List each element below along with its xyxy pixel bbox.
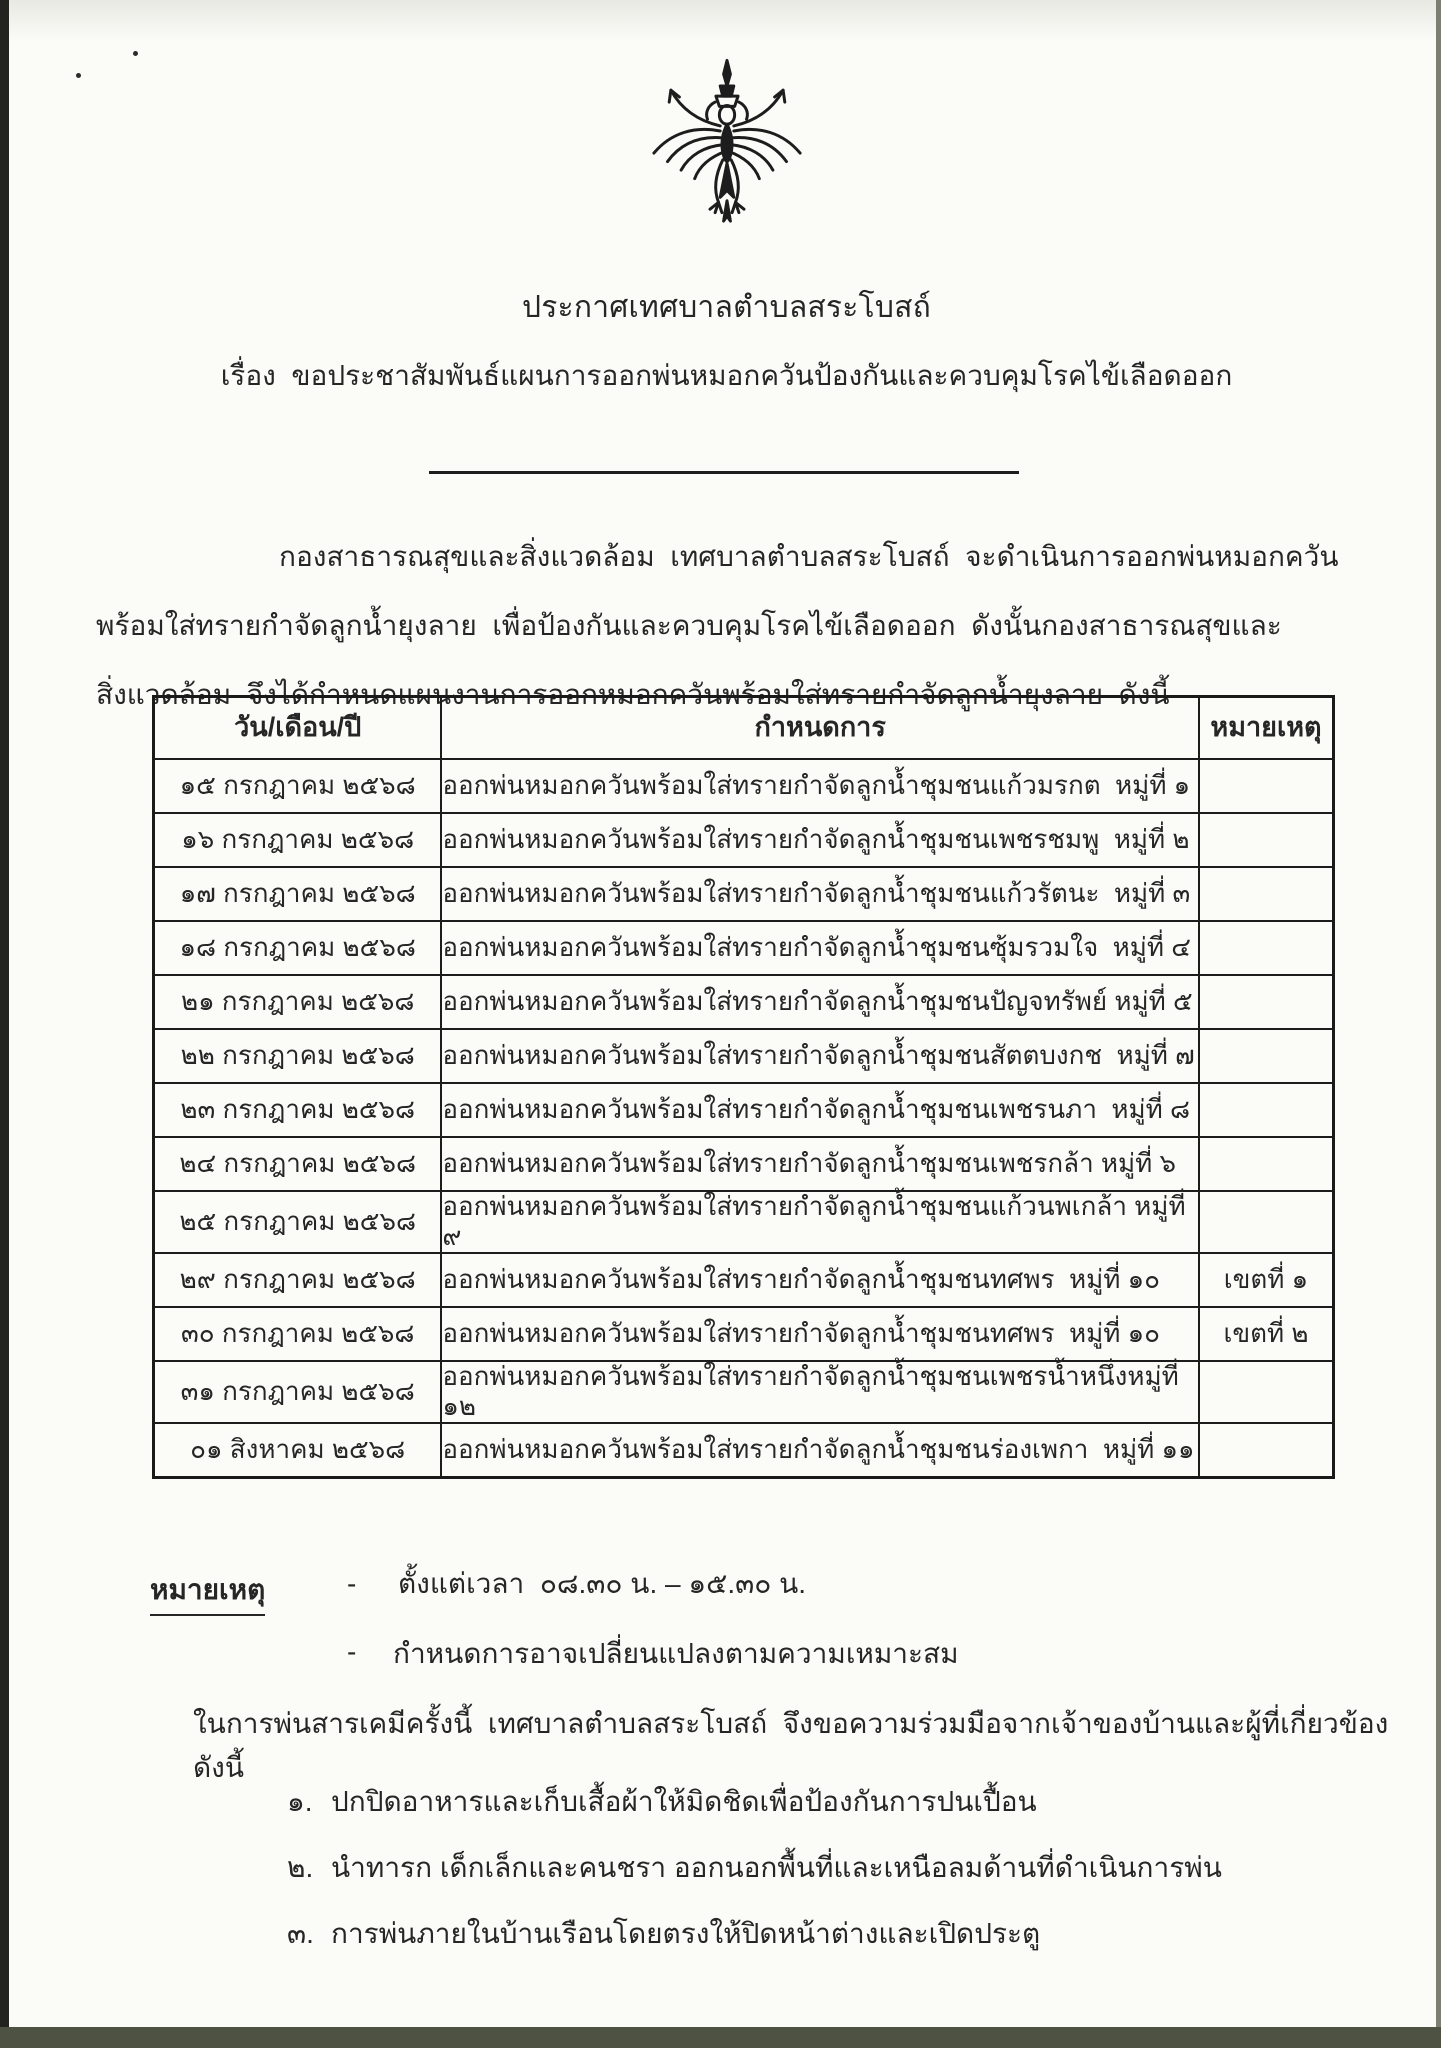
table-row (154, 759, 1334, 813)
column-header-remark: หมายเหตุ (1199, 697, 1334, 760)
cell-date: ๐๑ สิงหาคม ๒๕๖๘ (154, 1423, 442, 1478)
table-row (154, 1029, 1334, 1083)
table-row (154, 1423, 1334, 1478)
cooperation-item (287, 1846, 1222, 1890)
note-item: กำหนดการอาจเปลี่ยนแปลงตามความเหมาะสม (393, 1638, 959, 1669)
table-row (154, 1137, 1334, 1191)
cell-remark (1199, 921, 1334, 975)
cell-schedule: ออกพ่นหมอกควันพร้อมใส่ทรายกำจัดลูกน้ำชุมชนแก้วมรกต หมู่ที่ ๑ (441, 759, 1199, 813)
cell-remark (1199, 1361, 1334, 1423)
cell-remark: เขตที่ ๒ (1199, 1307, 1334, 1361)
cell-date: ๑๘ กรกฎาคม ๒๕๖๘ (154, 921, 442, 975)
table-row (154, 975, 1334, 1029)
scan-speck (133, 51, 138, 56)
cell-schedule: ออกพ่นหมอกควันพร้อมใส่ทรายกำจัดลูกน้ำชุมชนเพชรชมพู หมู่ที่ ๒ (441, 813, 1199, 867)
item-text: การพ่นภายในบ้านเรือนโดยตรงให้ปิดหน้าต่างและเปิดประตู (331, 1918, 1041, 1949)
cell-schedule: ออกพ่นหมอกควันพร้อมใส่ทรายกำจัดลูกน้ำชุมชนทศพร หมู่ที่ ๑๐ (441, 1307, 1199, 1361)
cell-schedule: ออกพ่นหมอกควันพร้อมใส่ทรายกำจัดลูกน้ำชุมชนสัตตบงกช หมู่ที่ ๗ (441, 1029, 1199, 1083)
column-header-date: วัน/เดือน/ปี (154, 697, 442, 760)
intro-line: สิ่งแวดล้อม จึงได้กำหนดแผนงานการออกหมอกควันพร้อมใส่ทรายกำจัดลูกน้ำยุงลาย ดังนี้ (96, 679, 1170, 710)
table-row (154, 867, 1334, 921)
column-header-schedule: กำหนดการ (441, 697, 1199, 760)
item-text: ปกปิดอาหารและเก็บเสื้อผ้าให้มิดชิดเพื่อป้องกันการปนเปื้อน (331, 1786, 1037, 1817)
table-header-row (154, 697, 1334, 760)
cell-schedule: ออกพ่นหมอกควันพร้อมใส่ทรายกำจัดลูกน้ำชุมชนร่องเพกา หมู่ที่ ๑๑ (441, 1423, 1199, 1478)
table-row (154, 1307, 1334, 1361)
cell-remark (1199, 1423, 1334, 1478)
cell-date: ๓๐ กรกฎาคม ๒๕๖๘ (154, 1307, 442, 1361)
page-title: ประกาศเทศบาลตำบลสระโบสถ์ (522, 291, 931, 324)
cell-schedule: ออกพ่นหมอกควันพร้อมใส่ทรายกำจัดลูกน้ำชุมชนเพชรกล้า หมู่ที่ ๖ (441, 1137, 1199, 1191)
cell-remark (1199, 759, 1334, 813)
scan-edge-left (0, 0, 9, 2048)
cell-date: ๒๒ กรกฎาคม ๒๕๖๘ (154, 1029, 442, 1083)
cell-date: ๒๙ กรกฎาคม ๒๕๖๘ (154, 1253, 442, 1307)
cell-remark (1199, 813, 1334, 867)
cell-remark (1199, 1137, 1334, 1191)
title-divider-rule (429, 471, 1019, 474)
cell-remark (1199, 1083, 1334, 1137)
cell-date: ๓๑ กรกฎาคม ๒๕๖๘ (154, 1361, 442, 1423)
table-row (154, 1361, 1334, 1423)
note-dash: - (347, 1636, 357, 1667)
item-text: นำทารก เด็กเล็กและคนชรา ออกนอกพื้นที่และเหนือลมด้านที่ดำเนินการพ่น (331, 1852, 1222, 1883)
cell-date: ๑๗ กรกฎาคม ๒๕๖๘ (154, 867, 442, 921)
cell-remark (1199, 1029, 1334, 1083)
note-dash: - (347, 1568, 357, 1599)
cell-date: ๒๓ กรกฎาคม ๒๕๖๘ (154, 1083, 442, 1137)
table-row (154, 1253, 1334, 1307)
cooperation-item (287, 1780, 1037, 1824)
subject-line: เรื่อง ขอประชาสัมพันธ์แผนการออกพ่นหมอกควันป้องกันและควบคุมโรคไข้เลือดออก (220, 360, 1233, 391)
cell-schedule: ออกพ่นหมอกควันพร้อมใส่ทรายกำจัดลูกน้ำชุมชนปัญจทรัพย์ หมู่ที่ ๕ (441, 975, 1199, 1029)
cell-schedule: ออกพ่นหมอกควันพร้อมใส่ทรายกำจัดลูกน้ำชุมชนแก้วนพเกล้า หมู่ที่ ๙ (441, 1191, 1199, 1253)
item-number: ๑. (287, 1786, 313, 1817)
notes-label: หมายเหตุ (150, 1568, 265, 1616)
cell-date: ๑๖ กรกฎาคม ๒๕๖๘ (154, 813, 442, 867)
cell-schedule: ออกพ่นหมอกควันพร้อมใส่ทรายกำจัดลูกน้ำชุมชนเพชรนภา หมู่ที่ ๘ (441, 1083, 1199, 1137)
cell-remark: เขตที่ ๑ (1199, 1253, 1334, 1307)
table-row (154, 813, 1334, 867)
cell-schedule: ออกพ่นหมอกควันพร้อมใส่ทรายกำจัดลูกน้ำชุมชนแก้วรัตนะ หมู่ที่ ๓ (441, 867, 1199, 921)
schedule-table-body (154, 759, 1334, 1477)
table-row (154, 1191, 1334, 1253)
intro-line: กองสาธารณสุขและสิ่งแวดล้อม เทศบาลตำบลสระโบสถ์ จะดำเนินการออกพ่นหมอกควัน (279, 541, 1339, 572)
cell-remark (1199, 975, 1334, 1029)
cell-schedule: ออกพ่นหมอกควันพร้อมใส่ทรายกำจัดลูกน้ำชุมชนซุ้มรวมใจ หมู่ที่ ๔ (441, 921, 1199, 975)
garuda-emblem (642, 50, 812, 246)
item-number: ๓. (287, 1918, 314, 1949)
cooperation-item (287, 1912, 1040, 1956)
scan-edge-bottom (0, 2027, 1441, 2048)
cell-date: ๒๕ กรกฎาคม ๒๕๖๘ (154, 1191, 442, 1253)
item-number: ๒. (287, 1852, 314, 1883)
cell-remark (1199, 1191, 1334, 1253)
cell-date: ๒๑ กรกฎาคม ๒๕๖๘ (154, 975, 442, 1029)
note-item: ตั้งแต่เวลา ๐๘.๓๐ น. – ๑๕.๓๐ น. (398, 1568, 807, 1599)
scan-speck (76, 73, 81, 78)
table-row (154, 921, 1334, 975)
cooperation-intro: ในการพ่นสารเคมีครั้งนี้ เทศบาลตำบลสระโบสถ์ จึงขอความร่วมมือจากเจ้าของบ้านและผู้ที่เกี่ยวข้อง ดังนี้ (193, 1708, 1404, 1783)
cell-remark (1199, 867, 1334, 921)
cell-schedule: ออกพ่นหมอกควันพร้อมใส่ทรายกำจัดลูกน้ำชุมชนเพชรน้ำหนึ่งหมู่ที่ ๑๒ (441, 1361, 1199, 1423)
scan-top-shadow (9, 0, 1441, 42)
cell-date: ๑๕ กรกฎาคม ๒๕๖๘ (154, 759, 442, 813)
intro-line: พร้อมใส่ทรายกำจัดลูกน้ำยุงลาย เพื่อป้องกันและควบคุมโรคไข้เลือดออก ดังนั้นกองสาธารณสุขและ (96, 610, 1282, 641)
cell-date: ๒๔ กรกฎาคม ๒๕๖๘ (154, 1137, 442, 1191)
spray-schedule-table (152, 695, 1335, 1479)
table-row (154, 1083, 1334, 1137)
cell-schedule: ออกพ่นหมอกควันพร้อมใส่ทรายกำจัดลูกน้ำชุมชนทศพร หมู่ที่ ๑๐ (441, 1253, 1199, 1307)
